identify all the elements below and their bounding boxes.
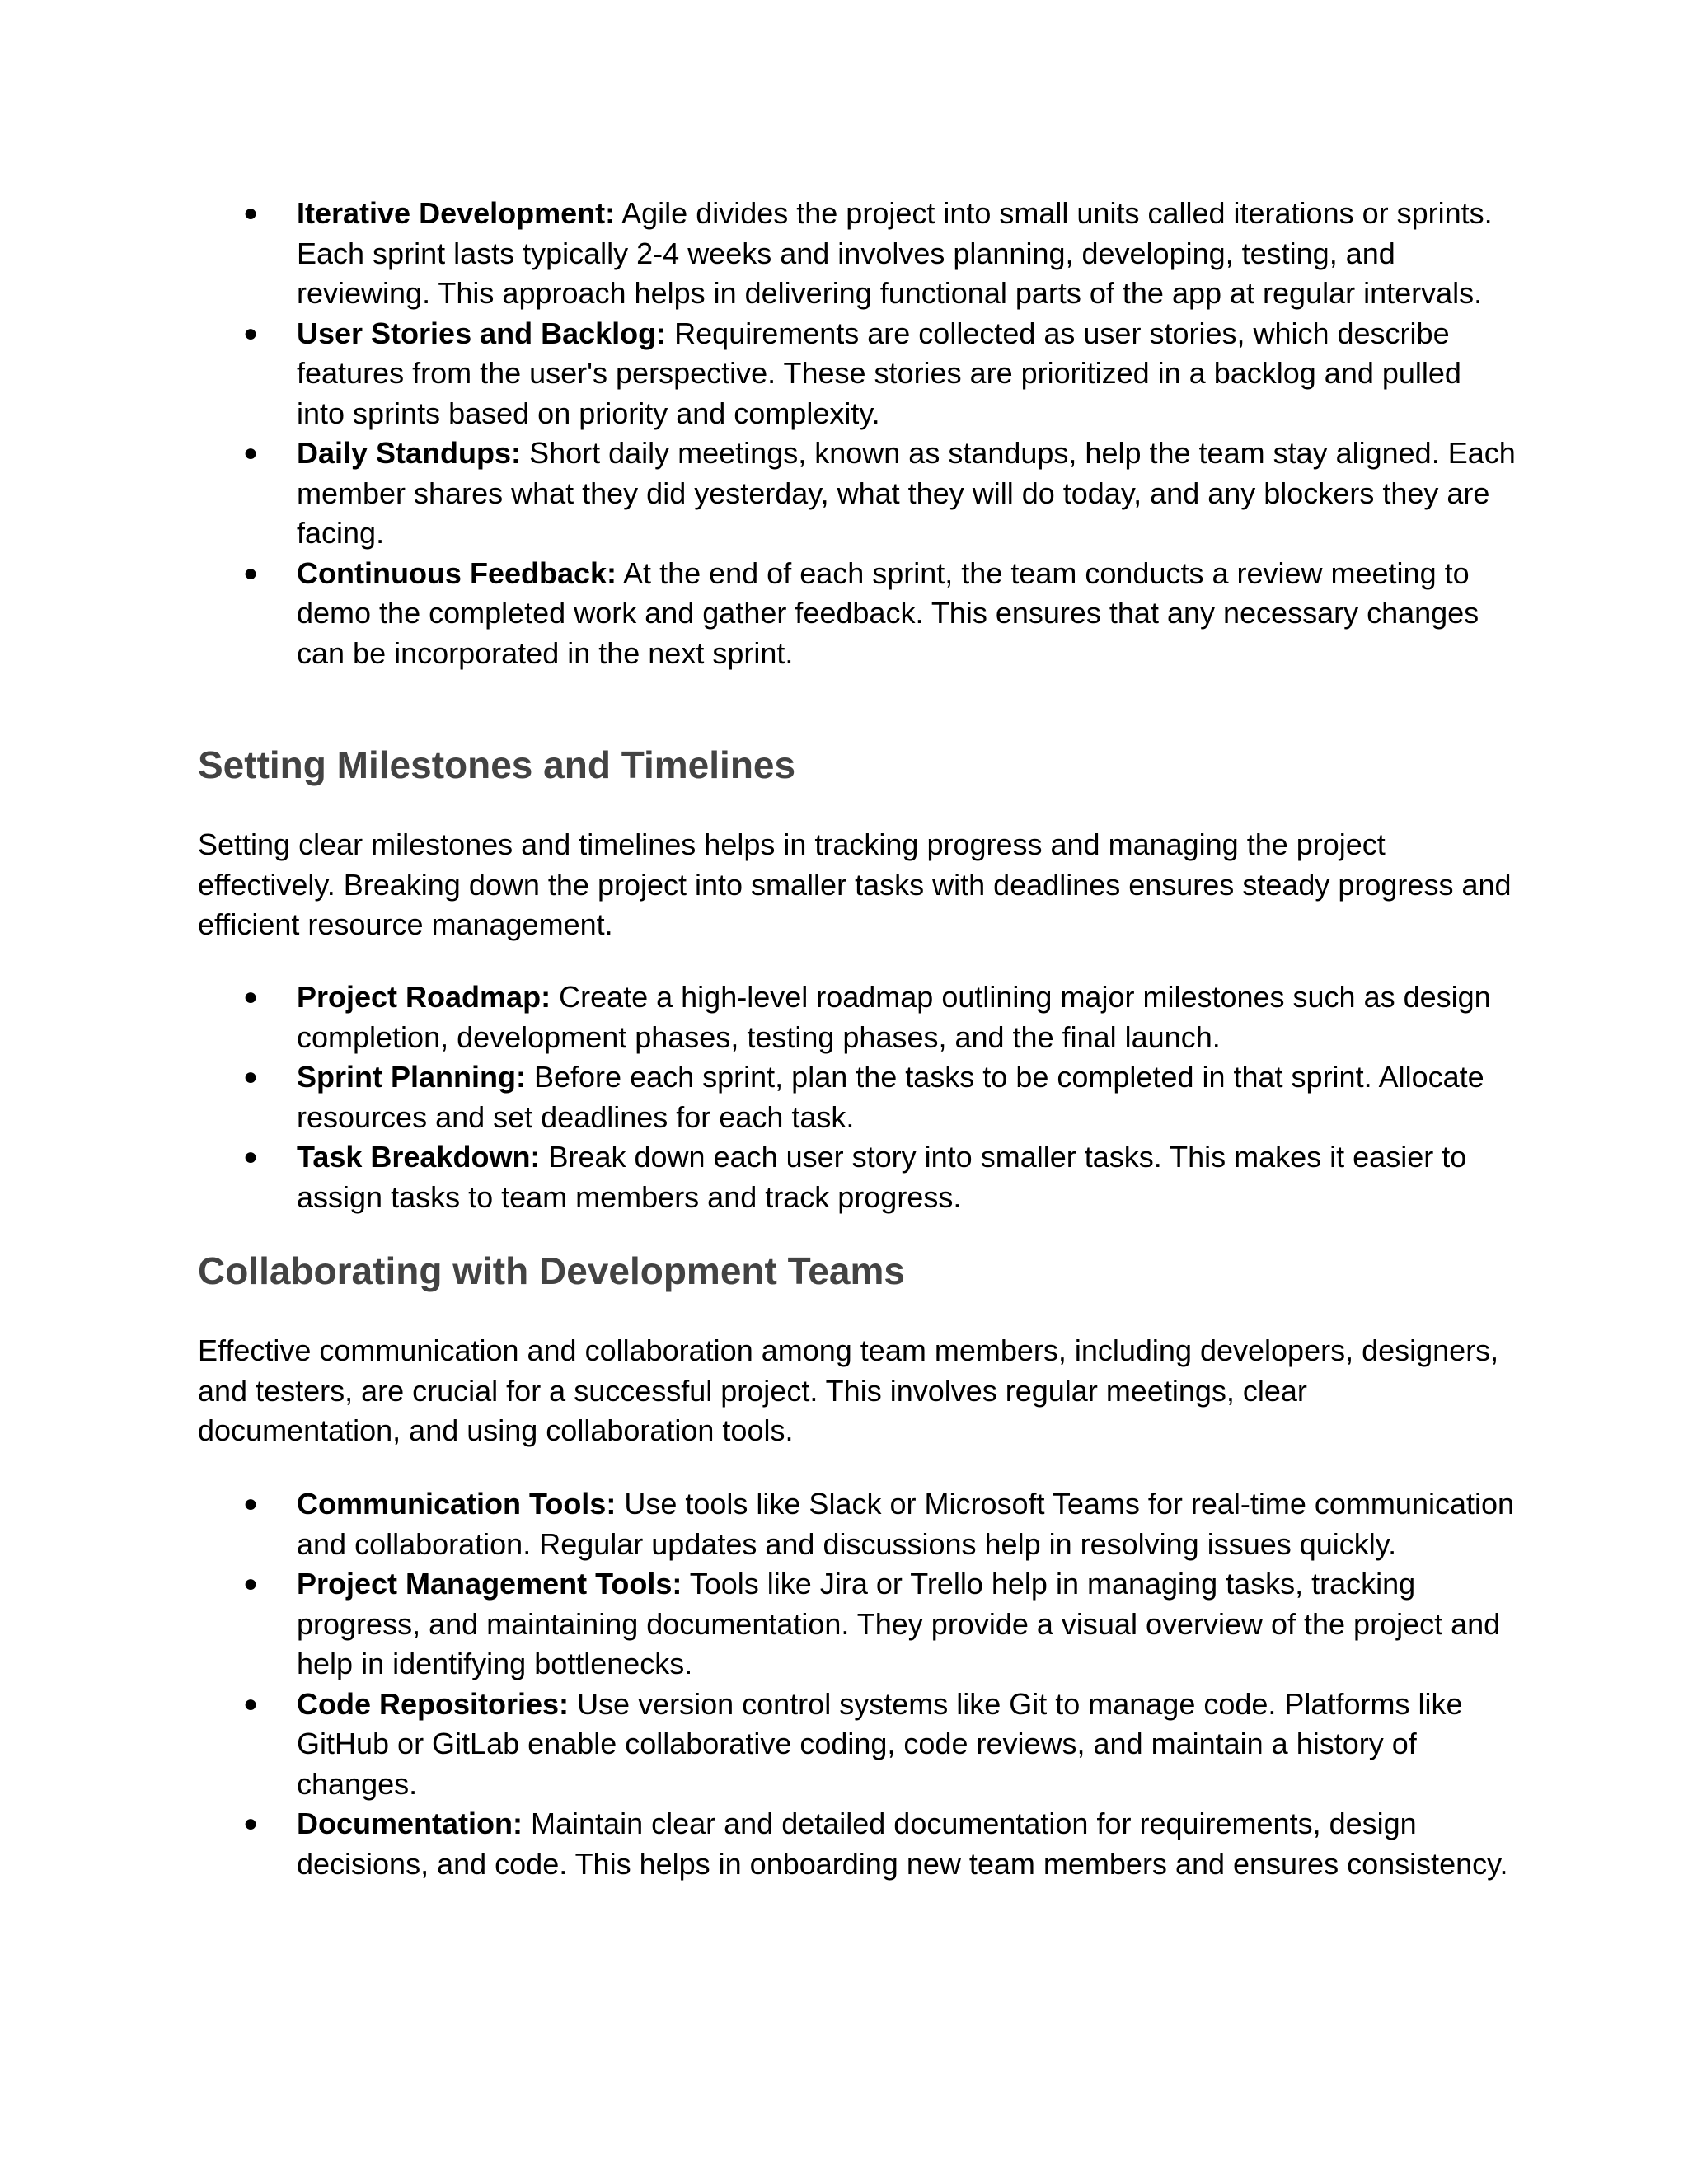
item-term: Documentation:	[297, 1807, 523, 1840]
item-text: Agile divides the project into small units called iterations or sprints. Each sprint lasts typically 2-4 weeks and involves planning, developing, testing, and reviewing. This approach helps in delivering functional parts of the app at regular intervals.	[297, 196, 1493, 310]
bullet-icon: ●	[243, 1810, 259, 1837]
item-text: Short daily meetings, known as standups, help the team stay aligned. Each member shares what they did yesterday, what they will do today, and any blockers they are facing.	[297, 436, 1516, 550]
list-item	[198, 1564, 1517, 1685]
item-term: User Stories and Backlog:	[297, 316, 667, 350]
section-heading-milestones: Setting Milestones and Timelines	[198, 743, 796, 786]
collaboration-list	[198, 1484, 1517, 1884]
item-term: Sprint Planning:	[297, 1060, 526, 1094]
list-item	[198, 314, 1517, 434]
item-term: Task Breakdown:	[297, 1140, 541, 1174]
item-term: Project Management Tools:	[297, 1567, 682, 1601]
agile-practices-list	[198, 194, 1517, 673]
item-term: Iterative Development:	[297, 196, 616, 230]
list-item	[198, 1137, 1517, 1217]
item-text: Maintain clear and detailed documentation for requirements, design decisions, and code. This helps in onboarding new team members and ensures consistency.	[297, 1807, 1508, 1881]
milestones-list	[198, 977, 1517, 1217]
item-term: Communication Tools:	[297, 1487, 617, 1521]
item-text: Tools like Jira or Trello help in managing tasks, tracking progress, and maintaining documentation. They provide a visual overview of the project and help in identifying bottlenecks.	[297, 1567, 1501, 1680]
item-term: Code Repositories:	[297, 1686, 570, 1721]
bullet-icon: ●	[243, 1570, 259, 1597]
item-text: At the end of each sprint, the team conducts a review meeting to demo the completed work and gather feedback. This ensures that any necessary changes can be incorporated in the next sprint.	[297, 555, 1479, 670]
item-term: Continuous Feedback:	[297, 555, 617, 590]
item-text: Use version control systems like Git to manage code. Platforms like GitHub or GitLab enable collaborative coding, code reviews, and maintain a history of changes.	[297, 1686, 1463, 1801]
bullet-icon: ●	[243, 1063, 259, 1090]
list-item	[198, 194, 1517, 314]
bullet-icon: ●	[243, 1143, 259, 1170]
item-term: Project Roadmap:	[297, 980, 551, 1014]
item-term: Daily Standups:	[297, 436, 522, 470]
list-item	[198, 1685, 1517, 1805]
list-item	[198, 977, 1517, 1057]
document-page	[198, 0, 1517, 2184]
bullet-icon: ●	[243, 439, 259, 466]
list-item	[198, 434, 1517, 554]
bullet-icon: ●	[243, 1490, 259, 1517]
item-text: Requirements are collected as user stories, which describe features from the user's perspective. These stories are prioritized in a backlog and pulled into sprints based on priority and complexity.	[297, 316, 1461, 430]
bullet-icon: ●	[243, 1690, 259, 1718]
bullet-icon: ●	[243, 559, 259, 587]
bullet-icon: ●	[243, 319, 259, 347]
section-paragraph-collaboration: Effective communication and collaboration among team members, including developers, designers, and testers, are crucial for a successful project. This involves regular meetings, clear documentation, and using collaboration tools.	[198, 1333, 1499, 1447]
section-heading-collaboration: Collaborating with Development Teams	[198, 1249, 905, 1292]
list-item	[198, 1804, 1517, 1884]
section-paragraph-milestones: Setting clear milestones and timelines helps in tracking progress and managing the project effectively. Breaking down the project into smaller tasks with deadlines ensures steady progress and efficient resource management.	[198, 827, 1512, 941]
list-item	[198, 1057, 1517, 1137]
list-item	[198, 1484, 1517, 1564]
item-text: Before each sprint, plan the tasks to be completed in that sprint. Allocate resources and set deadlines for each task.	[297, 1060, 1484, 1134]
item-text: Use tools like Slack or Microsoft Teams for real-time communication and collaboration. Regular updates and discussions help in resolving issues quickly.	[297, 1487, 1515, 1561]
list-item	[198, 554, 1517, 674]
item-text: Create a high-level roadmap outlining major milestones such as design completion, development phases, testing phases, and the final launch.	[297, 980, 1491, 1054]
item-text: Break down each user story into smaller tasks. This makes it easier to assign tasks to team members and track progress.	[297, 1140, 1467, 1214]
bullet-icon: ●	[243, 199, 259, 227]
bullet-icon: ●	[243, 983, 259, 1010]
